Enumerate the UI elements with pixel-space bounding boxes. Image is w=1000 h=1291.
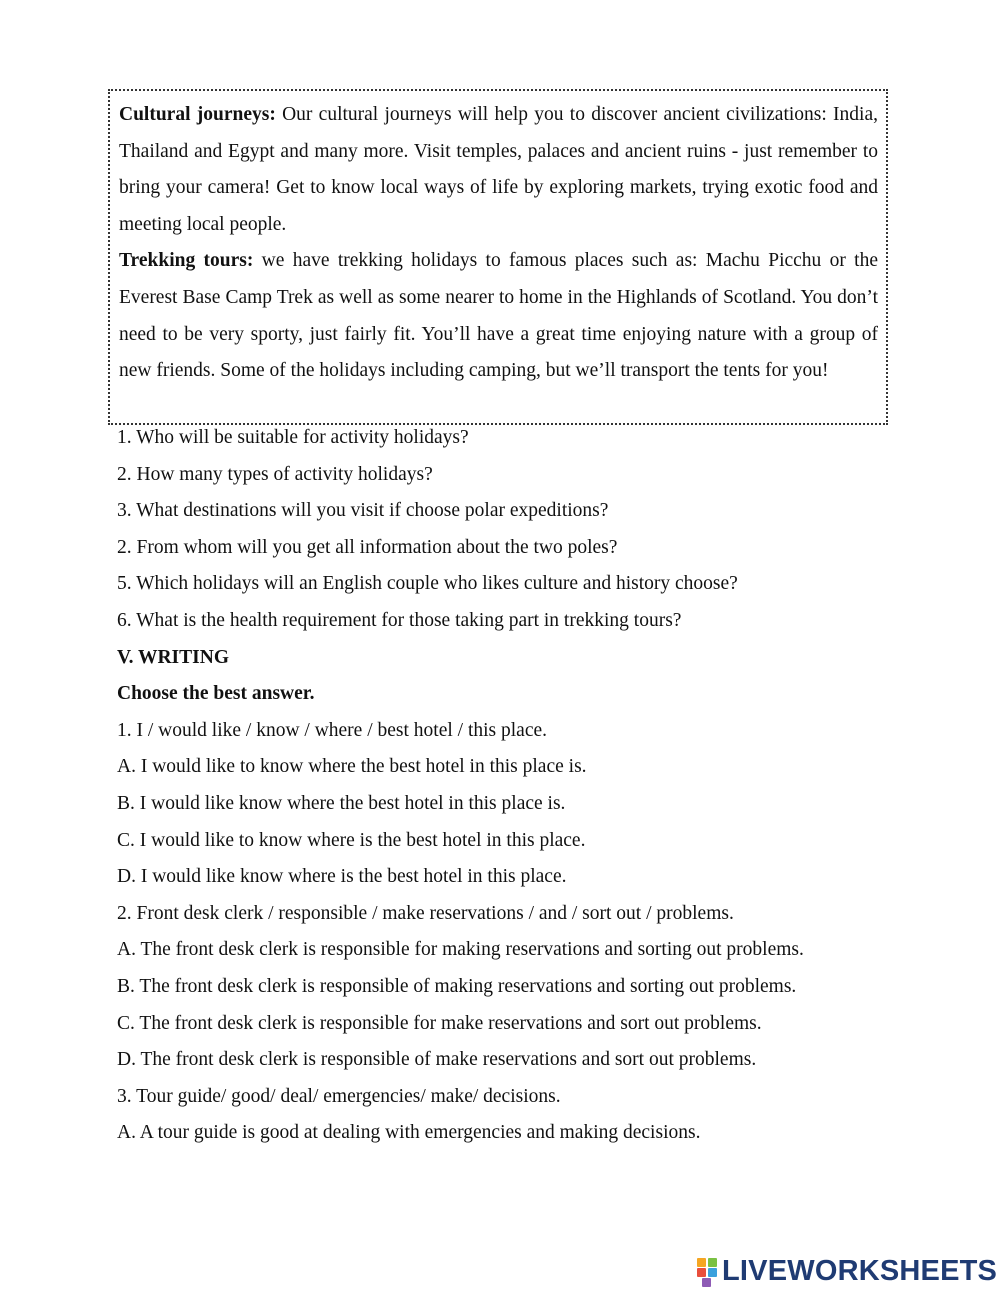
writing-item-2-prompt: 2. Front desk clerk / responsible / make reservations / and / sort out / problems.	[117, 902, 734, 924]
question-6: 6. What is the health requirement for those taking part in trekking tours?	[117, 609, 682, 631]
writing-instruction: Choose the best answer.	[117, 683, 315, 705]
writing-section-title: V. WRITING	[117, 646, 229, 668]
writing-item-2-option-a: A. The front desk clerk is responsible for making reservations and sorting out problems.	[117, 939, 804, 961]
writing-item-1-option-c: C. I would like to know where is the best hotel in this place.	[117, 829, 586, 851]
question-5: 5. Which holidays will an English couple who likes culture and history choose?	[117, 573, 738, 595]
liveworksheets-logo-text: LIVEWORKSHEETS	[722, 1254, 998, 1287]
writing-item-2-option-d: D. The front desk clerk is responsible of make reservations and sort out problems.	[117, 1049, 757, 1071]
trekking-tours-title: Trekking tours:	[119, 250, 254, 272]
writing-item-1-option-b: B. I would like know where the best hotel in this place is.	[117, 792, 566, 814]
worksheet-content	[117, 420, 887, 1152]
question-3: 3. What destinations will you visit if choose polar expeditions?	[117, 500, 609, 522]
cultural-journeys-text: Our cultural journeys will help you to discover ancient civilizations: India, Thailand and Egypt and many more. Visit temples, palaces and ancient ruins - just remember to bring your camera! Get to know local ways of life by exploring markets, trying exotic food and meeting local people.	[119, 104, 878, 235]
liveworksheets-logo	[697, 1253, 997, 1289]
cultural-journeys-paragraph	[119, 97, 878, 243]
writing-item-2-option-c: C. The front desk clerk is responsible for make reservations and sort out problems.	[117, 1012, 762, 1034]
writing-item-2-option-b: B. The front desk clerk is responsible of making reservations and sorting out problems.	[117, 975, 797, 997]
trekking-tours-text: we have trekking holidays to famous places such as: Machu Picchu or the Everest Base Camp Trek as well as some nearer to home in the Highlands of Scotland. You don’t need to be very sporty, just fairly fit. You’ll have a great time enjoying nature with a group of new friends. Some of the holidays including camping, but we’ll transport the tents for you!	[119, 250, 878, 382]
cultural-journeys-title: Cultural journeys:	[119, 104, 276, 125]
trekking-tours-paragraph	[119, 243, 878, 389]
reading-passage-box	[108, 89, 888, 425]
writing-item-3-option-a: A. A tour guide is good at dealing with emergencies and making decisions.	[117, 1122, 701, 1144]
writing-item-3-prompt: 3. Tour guide/ good/ deal/ emergencies/ make/ decisions.	[117, 1085, 561, 1107]
writing-item-1-option-d: D. I would like know where is the best hotel in this place.	[117, 866, 567, 888]
writing-item-1-option-a: A. I would like to know where the best hotel in this place is.	[117, 756, 587, 778]
question-4: 2. From whom will you get all information about the two poles?	[117, 536, 618, 558]
question-1: 1. Who will be suitable for activity holidays?	[117, 427, 469, 448]
liveworksheets-logo-icon	[697, 1256, 719, 1286]
question-2: 2. How many types of activity holidays?	[117, 463, 433, 485]
writing-item-1-prompt: 1. I / would like / know / where / best hotel / this place.	[117, 719, 547, 741]
